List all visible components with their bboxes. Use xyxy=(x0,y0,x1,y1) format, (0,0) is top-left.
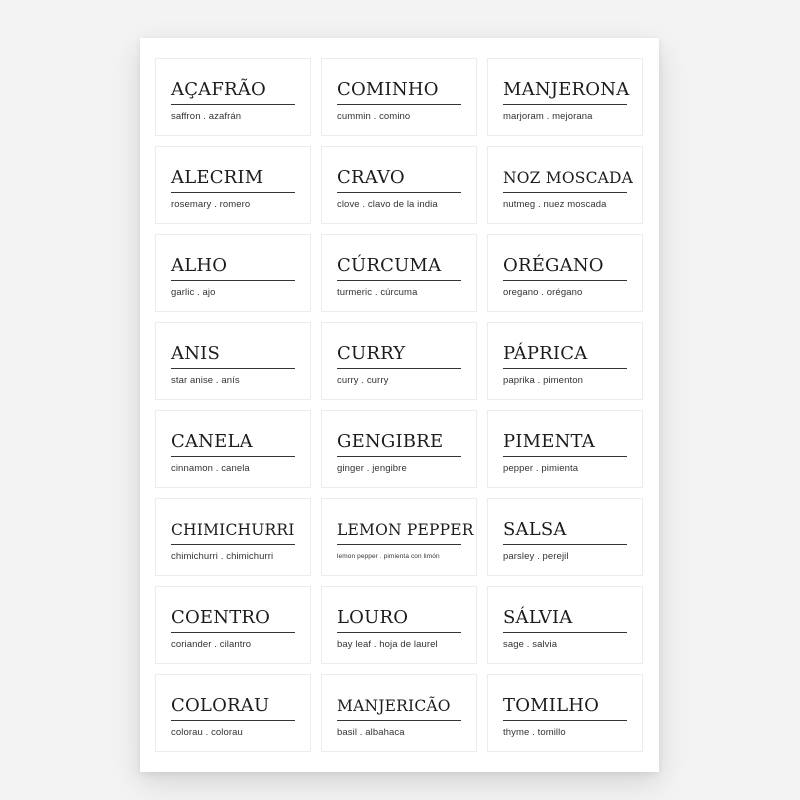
label-grid xyxy=(155,58,645,752)
spice-label-translation: clove . clavo de la india xyxy=(337,199,438,210)
spice-label-translation: marjoram . mejorana xyxy=(503,111,593,122)
spice-label xyxy=(155,58,311,136)
spice-label-name: CRAVO xyxy=(337,167,461,193)
spice-label-name: SALSA xyxy=(503,519,627,545)
spice-label xyxy=(155,146,311,224)
spice-label-name: ALECRIM xyxy=(171,167,295,193)
spice-label-name: ANIS xyxy=(171,343,295,369)
spice-label xyxy=(155,322,311,400)
spice-label xyxy=(487,322,643,400)
spice-label-translation: cinnamon . canela xyxy=(171,463,250,474)
spice-label-name: ORÉGANO xyxy=(503,255,627,281)
spice-label-name: MANJERICÃO xyxy=(337,695,461,721)
spice-label-name: CANELA xyxy=(171,431,295,457)
spice-label xyxy=(487,498,643,576)
spice-label-translation: colorau . colorau xyxy=(171,727,243,738)
spice-label xyxy=(487,586,643,664)
spice-label-translation: turmeric . cúrcuma xyxy=(337,287,418,298)
spice-label-translation: garlic . ajo xyxy=(171,287,216,298)
spice-label-translation: pepper . pimienta xyxy=(503,463,579,474)
spice-label-name: LEMON PEPPER xyxy=(337,519,461,545)
spice-label xyxy=(321,674,477,752)
spice-label-name: ALHO xyxy=(171,255,295,281)
spice-label-translation: cummin . comino xyxy=(337,111,411,122)
spice-label xyxy=(155,586,311,664)
label-sheet xyxy=(140,38,659,772)
spice-label-name: LOURO xyxy=(337,607,461,633)
spice-label-translation: thyme . tomillo xyxy=(503,727,566,738)
spice-label-name: COLORAU xyxy=(171,695,295,721)
spice-label-translation: chimichurri . chimichurri xyxy=(171,551,274,562)
spice-label xyxy=(321,498,477,576)
spice-label-translation: oregano . orégano xyxy=(503,287,583,298)
spice-label-name: CURRY xyxy=(337,343,461,369)
spice-label xyxy=(155,498,311,576)
spice-label xyxy=(487,410,643,488)
spice-label-translation: curry . curry xyxy=(337,375,389,386)
spice-label-name: NOZ MOSCADA xyxy=(503,167,627,193)
spice-label-translation: sage . salvia xyxy=(503,639,558,650)
spice-label xyxy=(487,146,643,224)
spice-label-name: SÁLVIA xyxy=(503,607,627,633)
spice-label-translation: basil . albahaca xyxy=(337,727,405,738)
spice-label xyxy=(321,322,477,400)
spice-label xyxy=(321,234,477,312)
spice-label xyxy=(321,586,477,664)
spice-label-name: AÇAFRÃO xyxy=(171,79,295,105)
spice-label xyxy=(487,234,643,312)
spice-label-name: GENGIBRE xyxy=(337,431,461,457)
spice-label-name: CÚRCUMA xyxy=(337,255,461,281)
spice-label xyxy=(321,58,477,136)
spice-label xyxy=(321,410,477,488)
spice-label-translation: star anise . anís xyxy=(171,375,240,386)
spice-label xyxy=(155,674,311,752)
spice-label-translation: nutmeg . nuez moscada xyxy=(503,199,607,210)
spice-label-translation: lemon pepper . pimienta con limón xyxy=(337,553,440,560)
spice-label-name: TOMILHO xyxy=(503,695,627,721)
spice-label-translation: rosemary . romero xyxy=(171,199,251,210)
spice-label-name: PÁPRICA xyxy=(503,343,627,369)
spice-label xyxy=(155,410,311,488)
spice-label-translation: paprika . pimenton xyxy=(503,375,583,386)
spice-label xyxy=(487,58,643,136)
spice-label-translation: parsley . perejil xyxy=(503,551,569,562)
spice-label-translation: bay leaf . hoja de laurel xyxy=(337,639,438,650)
spice-label xyxy=(487,674,643,752)
spice-label-name: PIMENTA xyxy=(503,431,627,457)
spice-label-name: MANJERONA xyxy=(503,79,627,105)
spice-label-translation: saffron . azafrán xyxy=(171,111,242,122)
spice-label-name: COENTRO xyxy=(171,607,295,633)
spice-label-translation: coriander . cilantro xyxy=(171,639,252,650)
spice-label-translation: ginger . jengibre xyxy=(337,463,407,474)
spice-label-name: COMINHO xyxy=(337,79,461,105)
spice-label-name: CHIMICHURRI xyxy=(171,519,295,545)
spice-label xyxy=(321,146,477,224)
spice-label xyxy=(155,234,311,312)
